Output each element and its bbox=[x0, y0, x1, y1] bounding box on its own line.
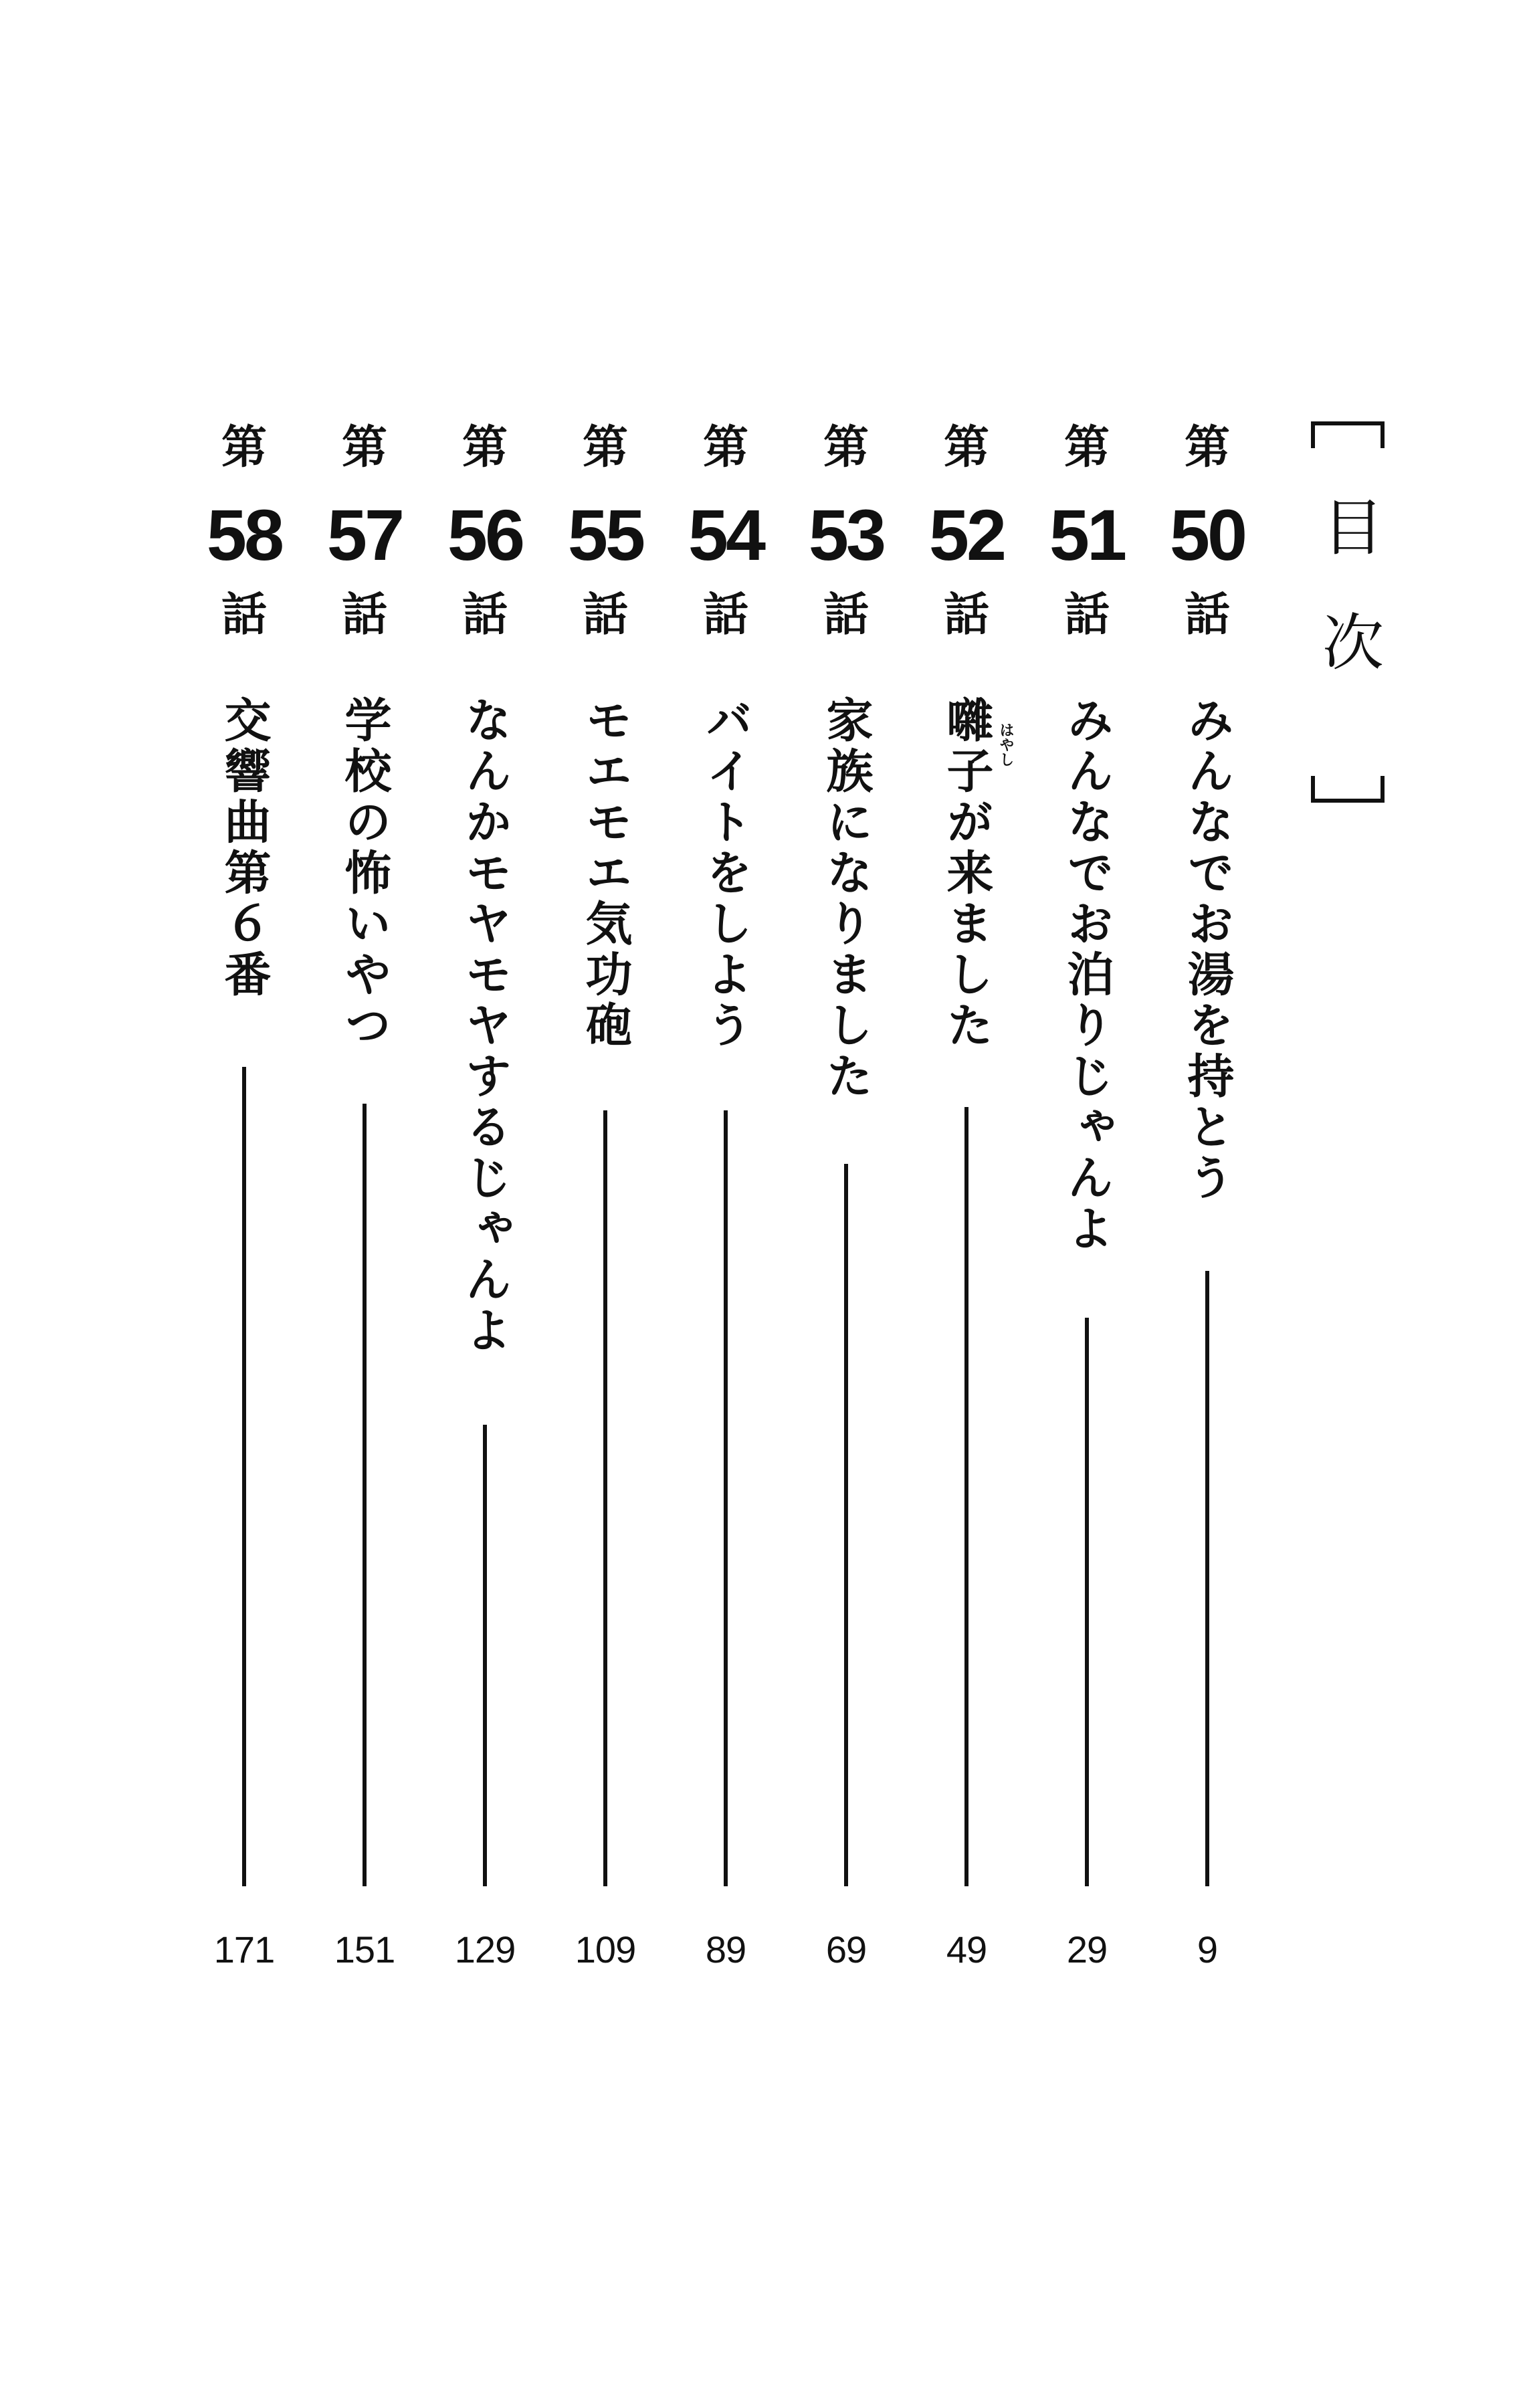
bracket-bottom-icon bbox=[1311, 776, 1385, 803]
chapter-title: モエモエ気功砲 bbox=[578, 696, 633, 1051]
page-number: 49 bbox=[946, 1928, 987, 1971]
chapter-entry-50[interactable] bbox=[1154, 408, 1261, 1973]
page-number: 151 bbox=[334, 1928, 395, 1971]
page-number: 9 bbox=[1197, 1928, 1218, 1971]
leader-line bbox=[363, 1104, 367, 1886]
leader-line bbox=[483, 1425, 487, 1886]
chapter-title: みんなでお泊りじゃんよ bbox=[1059, 696, 1114, 1255]
chapter-suffix: 話 bbox=[702, 589, 748, 641]
chapter-entry-53[interactable] bbox=[793, 408, 900, 1973]
toc-heading bbox=[1304, 415, 1391, 809]
chapter-title: 家族になりました bbox=[819, 696, 874, 1102]
chapter-number: 51 bbox=[1049, 494, 1125, 575]
chapter-suffix: 話 bbox=[221, 589, 267, 641]
chapter-entry-55[interactable] bbox=[552, 408, 659, 1973]
chapter-suffix: 話 bbox=[823, 589, 869, 641]
chapter-entry-51[interactable] bbox=[1033, 408, 1140, 1973]
leader-line bbox=[844, 1164, 848, 1886]
chapter-title: 交響曲第６番 bbox=[217, 696, 272, 1001]
chapter-entry-57[interactable] bbox=[311, 408, 418, 1973]
chapter-title-ruby: はやし bbox=[997, 722, 1014, 767]
page-number: 29 bbox=[1066, 1928, 1108, 1971]
chapter-title: バイトをしよう bbox=[698, 696, 753, 1051]
chapter-number: 50 bbox=[1169, 494, 1245, 575]
chapter-prefix: 第 bbox=[462, 421, 508, 474]
chapter-prefix: 第 bbox=[823, 421, 869, 474]
leader-line bbox=[1085, 1318, 1089, 1886]
page-number: 69 bbox=[825, 1928, 867, 1971]
chapter-title: なんかモヤモヤするじゃんよ bbox=[457, 696, 512, 1357]
chapter-prefix: 第 bbox=[702, 421, 748, 474]
page-number: 129 bbox=[454, 1928, 516, 1971]
page-number: 171 bbox=[213, 1928, 275, 1971]
chapter-suffix: 話 bbox=[1184, 589, 1230, 641]
chapter-number: 58 bbox=[206, 494, 282, 575]
leader-line bbox=[964, 1107, 968, 1886]
page-number: 89 bbox=[705, 1928, 746, 1971]
chapter-prefix: 第 bbox=[1184, 421, 1230, 474]
chapter-suffix: 話 bbox=[462, 589, 508, 641]
chapter-suffix: 話 bbox=[1063, 589, 1110, 641]
leader-line bbox=[603, 1110, 607, 1886]
chapter-number: 54 bbox=[688, 494, 764, 575]
chapter-prefix: 第 bbox=[341, 421, 387, 474]
chapter-title: 囃子が来ました bbox=[939, 696, 994, 1051]
chapter-number: 57 bbox=[326, 494, 403, 575]
chapter-entry-54[interactable] bbox=[672, 408, 779, 1973]
chapter-number: 55 bbox=[567, 494, 643, 575]
leader-line bbox=[242, 1067, 246, 1886]
chapter-entry-52[interactable] bbox=[913, 408, 1020, 1973]
leader-line bbox=[724, 1110, 728, 1886]
chapter-suffix: 話 bbox=[582, 589, 628, 641]
bracket-top-icon bbox=[1311, 421, 1385, 448]
chapter-number: 53 bbox=[808, 494, 884, 575]
chapter-suffix: 話 bbox=[943, 589, 989, 641]
page-number: 109 bbox=[575, 1928, 636, 1971]
chapter-title: みんなでお湯を持とう bbox=[1180, 696, 1235, 1204]
leader-line bbox=[1205, 1271, 1209, 1886]
chapter-suffix: 話 bbox=[341, 589, 387, 641]
chapter-number: 52 bbox=[928, 494, 1005, 575]
chapter-entry-58[interactable] bbox=[191, 408, 298, 1973]
chapter-prefix: 第 bbox=[1063, 421, 1110, 474]
chapter-entry-56[interactable] bbox=[431, 408, 538, 1973]
chapter-prefix: 第 bbox=[943, 421, 989, 474]
toc-title: 目次 bbox=[1312, 495, 1384, 725]
chapter-prefix: 第 bbox=[582, 421, 628, 474]
chapter-prefix: 第 bbox=[221, 421, 267, 474]
chapter-number: 56 bbox=[447, 494, 523, 575]
chapter-title: 学校の怖いやつ bbox=[337, 696, 392, 1051]
